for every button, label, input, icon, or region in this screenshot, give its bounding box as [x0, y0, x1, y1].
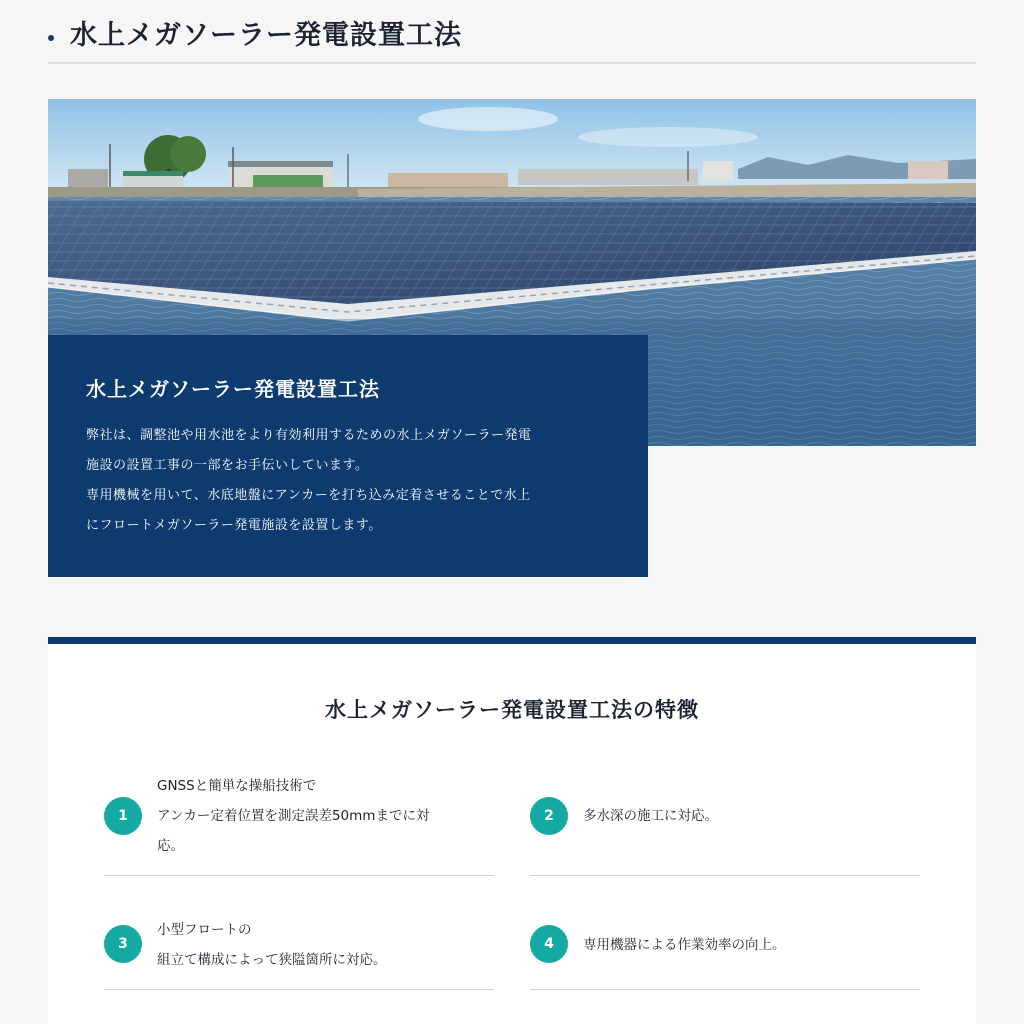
page-title: 水上メガソーラー発電設置工法 [70, 20, 462, 51]
feature-text-line: 小型フロートの [157, 922, 252, 938]
feature-text-line: アンカー定着位置を測定誤差50mmまでに対 [157, 808, 430, 824]
feature-number-badge: 3 [104, 925, 142, 963]
feature-number-badge: 1 [104, 797, 142, 835]
feature-text-line: 多水深の施工に対応。 [583, 808, 718, 824]
features-section [48, 637, 976, 1024]
feature-text [157, 915, 387, 975]
feature-text-line: GNSSと簡単な操船技術で [157, 778, 317, 794]
description-line: 弊社は、調整池や用水池をより有効利用するための水上メガソーラー発電 [86, 428, 532, 443]
features-title: 水上メガソーラー発電設置工法の特徴 [325, 698, 699, 722]
hero-panel-title: 水上メガソーラー発電設置工法 [86, 377, 380, 401]
feature-text-line: 専用機器による作業効率の向上。 [583, 937, 786, 953]
description-line: 専用機械を用いて、水底地盤にアンカーを打ち込み定着させることで水上 [86, 488, 531, 503]
feature-item-1 [104, 777, 494, 876]
feature-item-4 [530, 922, 920, 990]
feature-text [583, 801, 718, 831]
hero-panel-description [86, 421, 616, 541]
feature-number-badge: 2 [530, 797, 568, 835]
description-line: にフロートメガソーラー発電施設を設置します。 [86, 518, 382, 533]
feature-text [583, 930, 786, 960]
description-line: 施設の設置工事の一部をお手伝いしています。 [86, 458, 369, 473]
feature-text-line: 応。 [157, 838, 184, 854]
feature-text [157, 771, 429, 861]
feature-number-badge: 4 [530, 925, 568, 963]
feature-item-2 [530, 777, 920, 876]
hero-info-panel [48, 335, 648, 577]
bullet-dot-icon [48, 35, 54, 41]
feature-text-line: 組立て構成によって狭隘箇所に対応。 [157, 952, 387, 968]
page-heading [48, 16, 976, 64]
feature-item-3 [104, 922, 494, 990]
